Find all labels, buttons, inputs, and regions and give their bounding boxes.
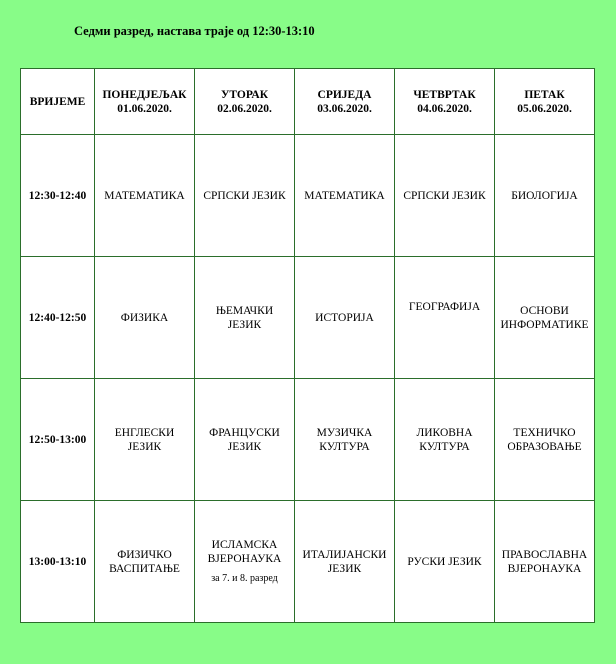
subject-cell <box>395 501 495 623</box>
subject-name: МУЗИЧКА <box>316 426 373 439</box>
day-date: 01.06.2020. <box>117 102 172 115</box>
time-slot: 12:50-13:00 <box>21 379 95 501</box>
subject-name: ОСНОВИ <box>520 304 569 317</box>
subject-name: КУЛТУРА <box>419 440 470 453</box>
subject-name: ИСЛАМСКА <box>211 538 278 551</box>
subject-name: ЈЕЗИК <box>227 318 262 331</box>
subject-cell <box>395 379 495 501</box>
header-day-monday <box>95 69 195 135</box>
header-time <box>21 69 95 135</box>
subject-cell <box>395 257 495 379</box>
subject-cell <box>95 135 195 257</box>
subject-name: ИСТОРИЈА <box>315 311 374 324</box>
subject-name: КУЛТУРА <box>319 440 370 453</box>
subject-name: ФИЗИЧКО <box>117 548 172 561</box>
subject-cell <box>195 379 295 501</box>
time-slot: 12:30-12:40 <box>21 135 95 257</box>
day-name: СРИЈЕДА <box>317 88 372 101</box>
subject-cell <box>495 501 595 623</box>
subject-name: ГЕОГРАФИЈА <box>408 300 481 313</box>
subject-name: ЈЕЗИК <box>227 440 262 453</box>
subject-name: ВАСПИТАЊЕ <box>109 562 180 575</box>
table-row <box>21 135 595 257</box>
subject-cell <box>195 257 295 379</box>
header-day-friday <box>495 69 595 135</box>
day-date: 03.06.2020. <box>317 102 372 115</box>
subject-name: ВЈЕРОНАУКА <box>207 552 282 565</box>
schedule-table <box>20 68 595 623</box>
table-row <box>21 501 595 623</box>
subject-cell <box>295 379 395 501</box>
day-date: 04.06.2020. <box>417 102 472 115</box>
time-slot: 12:40-12:50 <box>21 257 95 379</box>
subject-name: ФРАНЦУСКИ <box>209 426 280 439</box>
day-date: 05.06.2020. <box>517 102 572 115</box>
subject-cell <box>395 135 495 257</box>
header-row <box>21 69 595 135</box>
subject-name: ЛИКОВНА <box>416 426 473 439</box>
subject-name: ЈЕЗИК <box>127 440 162 453</box>
header-day-tuesday <box>195 69 295 135</box>
subject-name: МАТЕМАТИКА <box>104 189 185 202</box>
time-slot: 13:00-13:10 <box>21 501 95 623</box>
subject-name: ПРАВОСЛАВНА <box>501 548 588 561</box>
header-time-label: ВРИЈЕМЕ <box>29 95 86 108</box>
day-name: ЧЕТВРТАК <box>413 88 476 101</box>
table-row <box>21 379 595 501</box>
page-title: Седми разред, настава траје од 12:30-13:10 <box>74 24 315 38</box>
subject-cell <box>495 379 595 501</box>
subject-name: СРПСКИ ЈЕЗИК <box>203 189 286 202</box>
subject-name: ФИЗИКА <box>120 311 169 324</box>
subject-cell <box>95 379 195 501</box>
subject-cell <box>295 135 395 257</box>
subject-name: ВЈЕРОНАУКА <box>507 562 582 575</box>
table-row <box>21 257 595 379</box>
day-name: ПОНЕДЈЕЉАК <box>102 88 187 101</box>
subject-cell <box>95 257 195 379</box>
subject-name: ЈЕЗИК <box>327 562 362 575</box>
subject-cell <box>95 501 195 623</box>
subject-cell <box>295 257 395 379</box>
header-day-thursday <box>395 69 495 135</box>
subject-name: ТЕХНИЧКО <box>513 426 576 439</box>
day-date: 02.06.2020. <box>217 102 272 115</box>
subject-cell <box>195 135 295 257</box>
subject-cell <box>495 257 595 379</box>
day-name: УТОРАК <box>220 88 269 101</box>
header-day-wednesday <box>295 69 395 135</box>
subject-name: РУСКИ ЈЕЗИК <box>407 555 482 568</box>
subject-name: БИОЛОГИЈА <box>511 189 578 202</box>
subject-name: ИНФОРМАТИКЕ <box>500 318 589 331</box>
subject-cell <box>295 501 395 623</box>
subject-name: ЕНГЛЕСКИ <box>114 426 175 439</box>
subject-name: ОБРАЗОВАЊЕ <box>507 440 582 453</box>
subject-name: МАТЕМАТИКА <box>304 189 385 202</box>
subject-cell <box>495 135 595 257</box>
day-name: ПЕТАК <box>524 88 565 101</box>
subject-name: СРПСКИ ЈЕЗИК <box>403 189 486 202</box>
subject-note: за 7. и 8. разред <box>211 572 278 584</box>
subject-cell <box>195 501 295 623</box>
subject-name: ИТАЛИЈАНСКИ <box>302 548 387 561</box>
subject-name: ЊЕМАЧКИ <box>215 304 274 317</box>
